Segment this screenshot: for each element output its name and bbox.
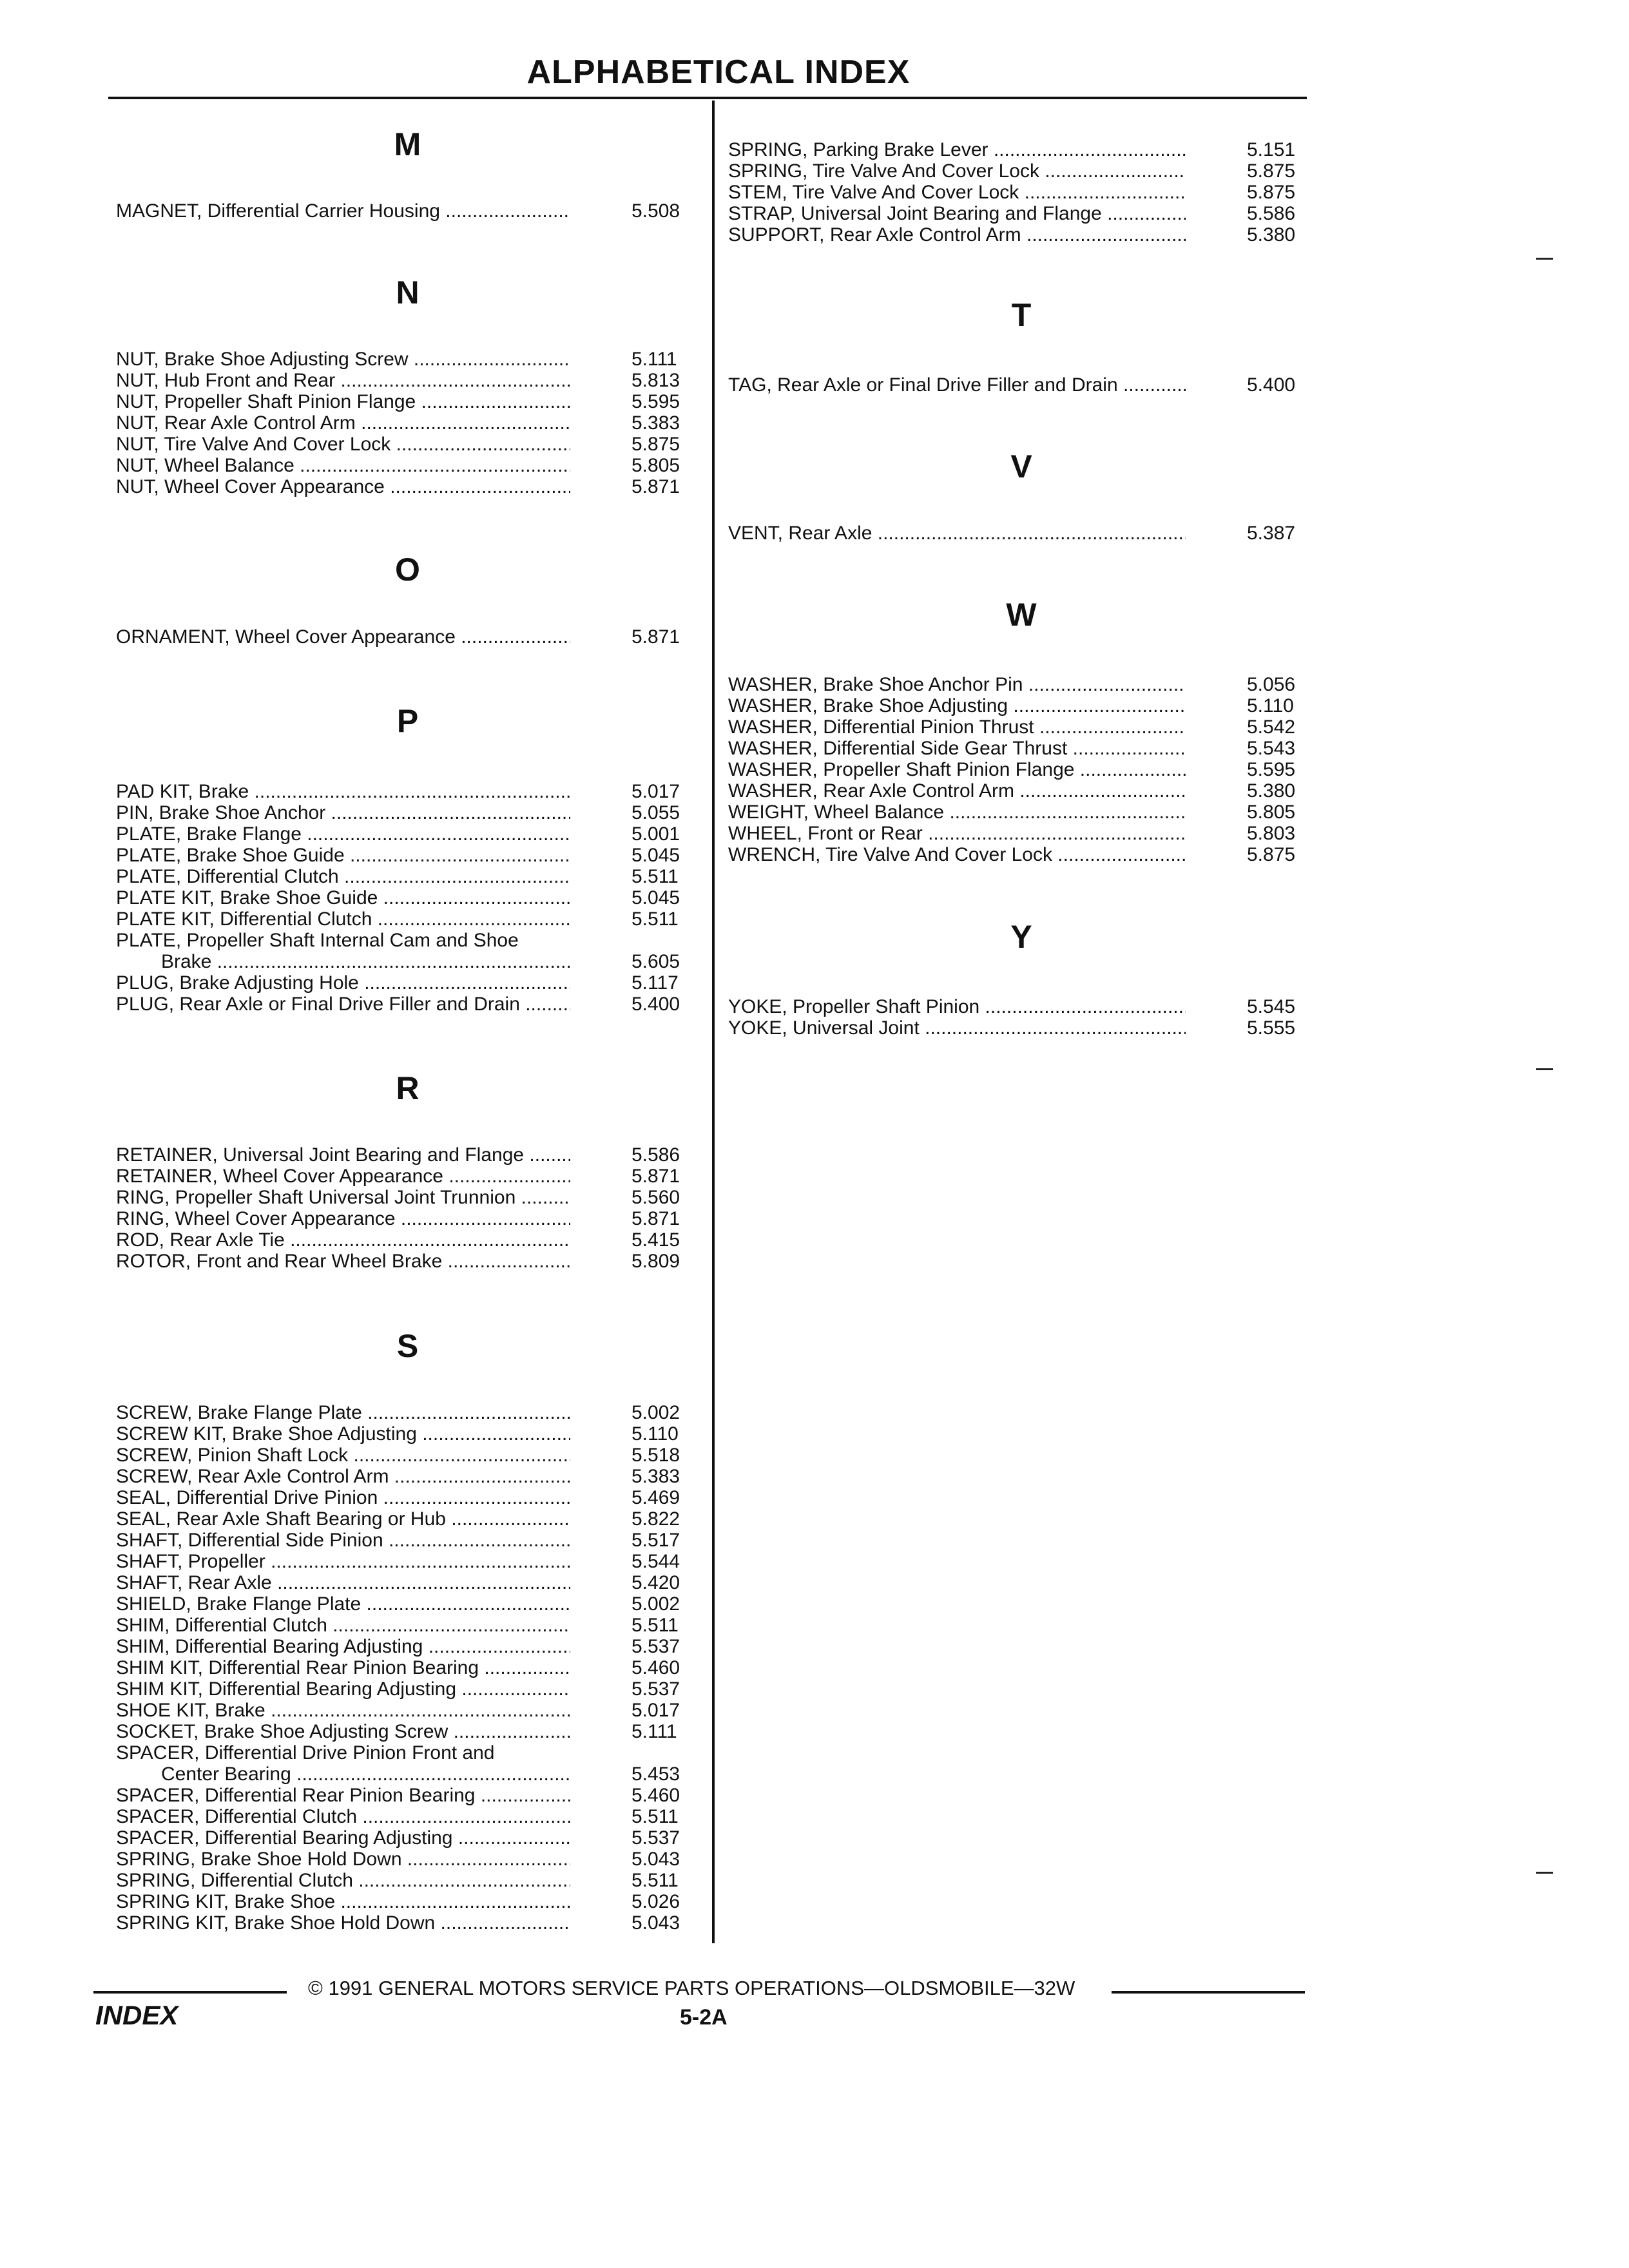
page-title: ALPHABETICAL INDEX [526, 53, 911, 91]
footer-rule-right [1112, 1991, 1305, 1994]
entry-page-number: 5.560 [631, 1187, 680, 1208]
section-letter-r: R [396, 1070, 419, 1106]
entry-page-number: 5.537 [631, 1827, 680, 1849]
entry-name: PAD KIT, Brake ..... [116, 781, 570, 802]
index-entry [116, 1742, 699, 1763]
entry-name: SPACER, Differential Bearing Adjusting ..... [116, 1827, 570, 1849]
entry-name: STRAP, Universal Joint Bearing and Flange ..... [728, 203, 1186, 224]
index-entry [116, 1615, 699, 1636]
index-entry [728, 823, 1315, 844]
entry-name: NUT, Tire Valve And Cover Lock ..... [116, 434, 570, 455]
index-entry [116, 1402, 699, 1423]
entry-name: WASHER, Brake Shoe Anchor Pin ..... [728, 674, 1186, 695]
entry-page-number: 5.045 [631, 887, 680, 908]
entry-name: WRENCH, Tire Valve And Cover Lock ..... [728, 844, 1186, 865]
entry-name: SPRING, Parking Brake Lever ..... [728, 139, 1186, 160]
entry-name: YOKE, Universal Joint ..... [728, 1017, 1186, 1039]
entry-page-number: 5.518 [631, 1445, 680, 1466]
index-entry [728, 844, 1315, 865]
entry-page-number: 5.056 [1247, 674, 1296, 695]
entry-name: PLATE, Propeller Shaft Internal Cam and Shoe [116, 930, 519, 951]
index-entry [116, 1827, 699, 1849]
entry-name: NUT, Wheel Cover Appearance ..... [116, 476, 570, 497]
index-entry [116, 200, 699, 222]
entry-page-number: 5.517 [631, 1530, 680, 1551]
entry-name: SPACER, Differential Drive Pinion Front and [116, 1742, 495, 1763]
entry-name: WHEEL, Front or Rear ..... [728, 823, 1186, 844]
entry-page-number: 5.420 [631, 1572, 680, 1593]
entry-page-number: 5.542 [1247, 716, 1296, 738]
entry-page-number: 5.537 [631, 1636, 680, 1657]
entry-name: SCREW, Pinion Shaft Lock ..... [116, 1445, 570, 1466]
index-entry [116, 434, 699, 455]
entry-name: SHAFT, Differential Side Pinion ..... [116, 1530, 570, 1551]
entry-name: SPRING KIT, Brake Shoe ..... [116, 1891, 570, 1912]
index-entry [116, 802, 699, 823]
entry-page-number: 5.453 [631, 1763, 680, 1785]
entry-name: RETAINER, Wheel Cover Appearance ..... [116, 1166, 570, 1187]
index-entry [116, 866, 699, 887]
entry-name: SEAL, Rear Axle Shaft Bearing or Hub ..... [116, 1508, 570, 1530]
title-rule [108, 97, 1307, 99]
entry-page-number: 5.400 [631, 994, 680, 1015]
entry-page-number: 5.110 [631, 1423, 679, 1445]
index-entry [116, 1912, 699, 1934]
entry-name: ROD, Rear Axle Tie ..... [116, 1229, 570, 1251]
entry-page-number: 5.511 [631, 908, 679, 930]
entry-page-number: 5.555 [1247, 1017, 1296, 1039]
entry-name: NUT, Hub Front and Rear ..... [116, 370, 570, 391]
index-entry [116, 412, 699, 434]
index-entry [116, 994, 699, 1015]
index-entry [728, 224, 1315, 245]
index-entry [116, 1678, 699, 1700]
entry-name: SPACER, Differential Rear Pinion Bearing ..... [116, 1785, 570, 1806]
entry-page-number: 5.383 [631, 1466, 680, 1487]
entry-page-number: 5.875 [631, 434, 680, 455]
entry-name: SOCKET, Brake Shoe Adjusting Screw ..... [116, 1721, 570, 1742]
entry-name: WASHER, Differential Side Gear Thrust ..... [728, 738, 1186, 759]
entry-name: ROTOR, Front and Rear Wheel Brake ..... [116, 1251, 570, 1272]
index-entry [116, 908, 699, 930]
index-entry [116, 1530, 699, 1551]
scan-mark [1536, 258, 1553, 260]
index-entry [116, 1806, 699, 1827]
entry-name: SHAFT, Propeller ..... [116, 1551, 570, 1572]
entry-page-number: 5.002 [631, 1402, 680, 1423]
footer-rule-left [93, 1991, 287, 1994]
footer-section-label: INDEX [95, 2000, 178, 2030]
index-entry [116, 1144, 699, 1166]
entry-name: WASHER, Propeller Shaft Pinion Flange ..... [728, 759, 1186, 780]
index-entry [116, 972, 699, 994]
entry-name: VENT, Rear Axle ..... [728, 523, 1186, 544]
entry-page-number: 5.460 [631, 1785, 680, 1806]
entry-name: Brake ..... [161, 951, 570, 972]
entry-name: NUT, Propeller Shaft Pinion Flange ..... [116, 391, 570, 412]
entry-name: NUT, Brake Shoe Adjusting Screw ..... [116, 349, 570, 370]
entry-page-number: 5.545 [1247, 996, 1296, 1017]
entry-page-number: 5.045 [631, 845, 680, 866]
entry-name: STEM, Tire Valve And Cover Lock ..... [728, 182, 1186, 203]
index-entry [116, 951, 699, 972]
entry-name: WASHER, Brake Shoe Adjusting ..... [728, 695, 1186, 716]
entry-name: SHIM, Differential Clutch ..... [116, 1615, 570, 1636]
index-entry [116, 1551, 699, 1572]
entry-page-number: 5.117 [631, 972, 679, 994]
entry-page-number: 5.871 [631, 1166, 680, 1187]
entry-name: SHIM KIT, Differential Bearing Adjusting ..... [116, 1678, 570, 1700]
entry-name: PLUG, Brake Adjusting Hole ..... [116, 972, 570, 994]
entry-page-number: 5.017 [631, 781, 680, 802]
entry-name: SHIM, Differential Bearing Adjusting ..... [116, 1636, 570, 1657]
index-entry [116, 391, 699, 412]
entry-name: WEIGHT, Wheel Balance ..... [728, 802, 1186, 823]
index-entry [728, 695, 1315, 716]
section-letter-o: O [395, 552, 420, 588]
section-letter-n: N [396, 274, 419, 311]
entry-page-number: 5.595 [631, 391, 680, 412]
index-entry [116, 1763, 699, 1785]
entry-page-number: 5.586 [1247, 203, 1296, 224]
index-entry [116, 1423, 699, 1445]
entry-page-number: 5.595 [1247, 759, 1296, 780]
entry-page-number: 5.511 [631, 1806, 679, 1827]
index-entry [116, 1487, 699, 1508]
entry-name: SPRING, Tire Valve And Cover Lock ..... [728, 160, 1186, 182]
index-entry [116, 1208, 699, 1229]
index-entry [116, 1466, 699, 1487]
index-entry [116, 1700, 699, 1721]
entry-page-number: 5.537 [631, 1678, 680, 1700]
entry-page-number: 5.511 [631, 1870, 679, 1891]
entry-page-number: 5.001 [631, 823, 680, 845]
entry-page-number: 5.026 [631, 1891, 680, 1912]
entry-page-number: 5.110 [1247, 695, 1294, 716]
index-entry [116, 1572, 699, 1593]
entry-page-number: 5.809 [631, 1251, 680, 1272]
index-entry [728, 674, 1315, 695]
entry-name: PLUG, Rear Axle or Final Drive Filler and Drain ..... [116, 994, 570, 1015]
index-entry [728, 716, 1315, 738]
entry-page-number: 5.043 [631, 1849, 680, 1870]
entry-name: PLATE, Brake Flange ..... [116, 823, 570, 845]
entry-name: RETAINER, Universal Joint Bearing and Flange ..... [116, 1144, 570, 1166]
entry-page-number: 5.871 [631, 476, 680, 497]
index-entry [116, 1508, 699, 1530]
entry-name: PIN, Brake Shoe Anchor ..... [116, 802, 570, 823]
index-entry [728, 738, 1315, 759]
entry-page-number: 5.543 [1247, 738, 1296, 759]
entry-page-number: 5.875 [1247, 844, 1296, 865]
entry-page-number: 5.871 [631, 626, 680, 648]
entry-name: SCREW KIT, Brake Shoe Adjusting ..... [116, 1423, 570, 1445]
index-entry [728, 1017, 1315, 1039]
entry-page-number: 5.871 [631, 1208, 680, 1229]
section-letter-y: Y [1010, 919, 1032, 955]
section-letter-s: S [396, 1328, 419, 1364]
entry-name: PLATE, Differential Clutch ..... [116, 866, 570, 887]
index-entry [116, 1636, 699, 1657]
entry-page-number: 5.469 [631, 1487, 680, 1508]
entry-name: SHIM KIT, Differential Rear Pinion Bearing ..... [116, 1657, 570, 1678]
index-entry [116, 370, 699, 391]
scan-mark [1536, 1068, 1553, 1070]
index-entry [116, 626, 699, 648]
entry-page-number: 5.813 [631, 370, 680, 391]
index-entry [116, 1870, 699, 1891]
entry-page-number: 5.383 [631, 412, 680, 434]
index-entry [116, 1785, 699, 1806]
scan-mark [1536, 1872, 1553, 1874]
entry-page-number: 5.803 [1247, 823, 1296, 844]
entry-page-number: 5.415 [631, 1229, 680, 1251]
entry-name: SPACER, Differential Clutch ..... [116, 1806, 570, 1827]
entry-name: PLATE KIT, Differential Clutch ..... [116, 908, 570, 930]
index-entry [116, 781, 699, 802]
index-entry [116, 476, 699, 497]
entry-name: NUT, Rear Axle Control Arm ..... [116, 412, 570, 434]
index-entry [116, 1187, 699, 1208]
entry-name: RING, Propeller Shaft Universal Joint Trunnion ..... [116, 1187, 570, 1208]
footer-page-number: 5-2A [680, 2005, 728, 2030]
section-letter-v: V [1010, 448, 1032, 485]
entry-name: SHOE KIT, Brake ..... [116, 1700, 570, 1721]
entry-name: SPRING, Differential Clutch ..... [116, 1870, 570, 1891]
entry-page-number: 5.460 [631, 1657, 680, 1678]
index-entry [116, 1251, 699, 1272]
section-letter-m: M [394, 126, 421, 162]
section-letter-t: T [1011, 297, 1032, 333]
entry-page-number: 5.511 [631, 866, 679, 887]
index-entry [728, 160, 1315, 182]
entry-name: SPRING, Brake Shoe Hold Down ..... [116, 1849, 570, 1870]
entry-page-number: 5.805 [1247, 802, 1296, 823]
entry-page-number: 5.017 [631, 1700, 680, 1721]
section-letter-p: P [396, 703, 419, 739]
entry-page-number: 5.805 [631, 455, 680, 476]
section-letter-w: W [1006, 597, 1037, 633]
entry-page-number: 5.111 [631, 1721, 677, 1742]
index-entry [116, 1166, 699, 1187]
entry-page-number: 5.875 [1247, 160, 1296, 182]
entry-name: MAGNET, Differential Carrier Housing ..... [116, 200, 570, 222]
index-entry [116, 1593, 699, 1615]
index-entry [116, 1721, 699, 1742]
entry-name: PLATE, Brake Shoe Guide ..... [116, 845, 570, 866]
index-entry [116, 1229, 699, 1251]
entry-page-number: 5.400 [1247, 374, 1296, 396]
index-entry [116, 930, 699, 951]
entry-name: WASHER, Differential Pinion Thrust ..... [728, 716, 1186, 738]
index-entry [116, 1849, 699, 1870]
entry-page-number: 5.605 [631, 951, 680, 972]
index-entry [116, 845, 699, 866]
entry-page-number: 5.822 [631, 1508, 680, 1530]
column-divider [712, 101, 715, 1943]
entry-name: ORNAMENT, Wheel Cover Appearance ..... [116, 626, 570, 648]
index-entry [116, 823, 699, 845]
index-entry [116, 455, 699, 476]
entry-page-number: 5.380 [1247, 224, 1296, 245]
entry-name: SHIELD, Brake Flange Plate ..... [116, 1593, 570, 1615]
entry-page-number: 5.043 [631, 1912, 680, 1934]
index-entry [728, 523, 1315, 544]
entry-name: SPRING KIT, Brake Shoe Hold Down ..... [116, 1912, 570, 1934]
entry-name: SUPPORT, Rear Axle Control Arm ..... [728, 224, 1186, 245]
entry-name: Center Bearing ..... [161, 1763, 570, 1785]
index-entry [116, 1445, 699, 1466]
index-entry [728, 374, 1315, 396]
entry-page-number: 5.544 [631, 1551, 680, 1572]
entry-page-number: 5.387 [1247, 523, 1296, 544]
entry-name: SEAL, Differential Drive Pinion ..... [116, 1487, 570, 1508]
entry-name: SHAFT, Rear Axle ..... [116, 1572, 570, 1593]
index-entry [728, 139, 1315, 160]
entry-name: NUT, Wheel Balance ..... [116, 455, 570, 476]
index-entry [728, 203, 1315, 224]
index-entry [728, 780, 1315, 802]
entry-name: TAG, Rear Axle or Final Drive Filler and Drain ..... [728, 374, 1186, 396]
index-entry [728, 182, 1315, 203]
index-entry [728, 802, 1315, 823]
entry-page-number: 5.380 [1247, 780, 1296, 802]
entry-name: YOKE, Propeller Shaft Pinion ..... [728, 996, 1186, 1017]
index-entry [728, 996, 1315, 1017]
entry-name: RING, Wheel Cover Appearance ..... [116, 1208, 570, 1229]
entry-page-number: 5.151 [1247, 139, 1296, 160]
entry-name: SCREW, Brake Flange Plate ..... [116, 1402, 570, 1423]
footer-copyright: © 1991 GENERAL MOTORS SERVICE PARTS OPERATIONS—OLDSMOBILE—32W [308, 1977, 1075, 1999]
index-entry [116, 349, 699, 370]
entry-name: WASHER, Rear Axle Control Arm ..... [728, 780, 1186, 802]
entry-page-number: 5.111 [631, 349, 677, 370]
index-entry [116, 887, 699, 908]
entry-page-number: 5.508 [631, 200, 680, 222]
entry-name: PLATE KIT, Brake Shoe Guide ..... [116, 887, 570, 908]
entry-page-number: 5.586 [631, 1144, 680, 1166]
index-entry [116, 1891, 699, 1912]
entry-page-number: 5.511 [631, 1615, 679, 1636]
entry-page-number: 5.002 [631, 1593, 680, 1615]
entry-page-number: 5.875 [1247, 182, 1296, 203]
entry-page-number: 5.055 [631, 802, 680, 823]
entry-name: SCREW, Rear Axle Control Arm ..... [116, 1466, 570, 1487]
index-entry [116, 1657, 699, 1678]
index-entry [728, 759, 1315, 780]
